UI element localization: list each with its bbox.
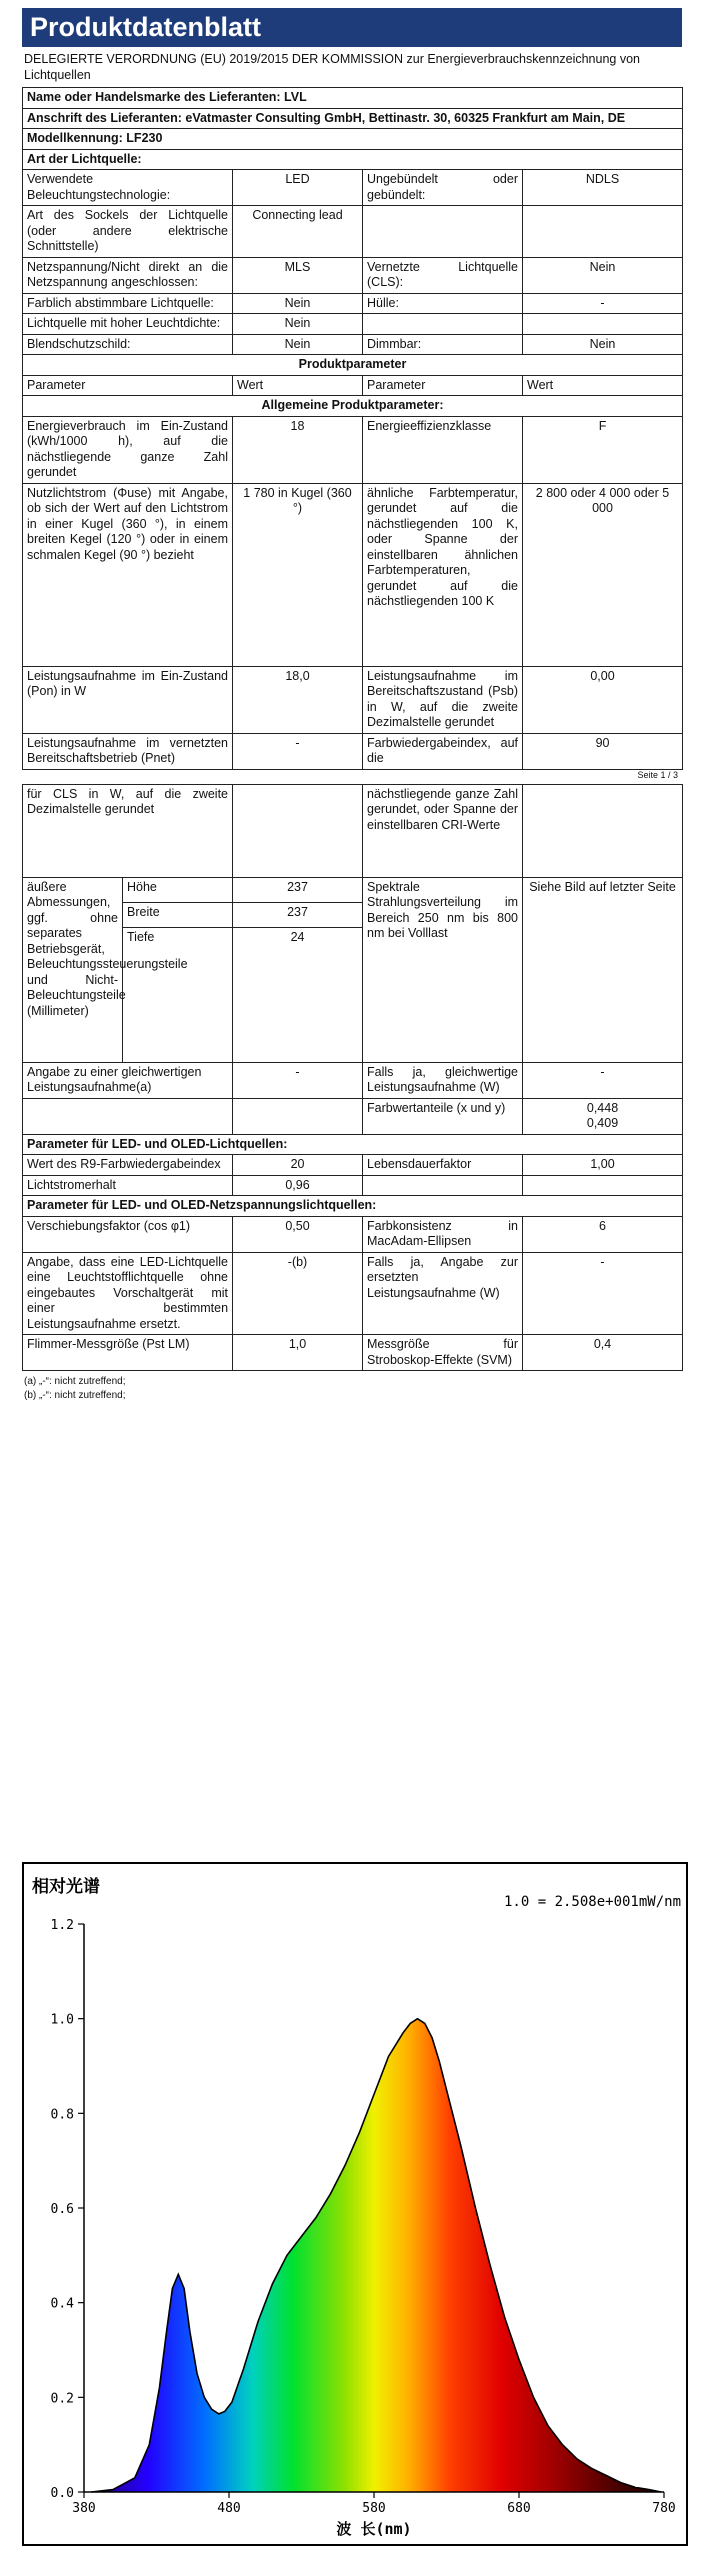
param-value: 1 780 in Kugel (360 °) xyxy=(233,483,363,666)
param-value xyxy=(233,784,363,877)
table-row xyxy=(23,877,683,902)
dimension-value: 237 xyxy=(233,902,363,927)
param-value: 0,50 xyxy=(233,1216,363,1252)
param-value: LED xyxy=(233,170,363,206)
page-title: Produktdatenblatt xyxy=(22,8,682,47)
param-value: Nein xyxy=(233,293,363,314)
param-label: Energieeffizienzklasse xyxy=(363,416,523,483)
param-label xyxy=(23,1098,233,1134)
supplier-name: Name oder Handelsmarke des Lieferanten: LVL xyxy=(23,88,683,109)
param-value: F xyxy=(523,416,683,483)
x-tick-label: 480 xyxy=(217,2501,241,2516)
param-label: Leistungsaufnahme im Ein-Zustand (Pon) in W xyxy=(23,666,233,733)
section-light-source: Art der Lichtquelle: xyxy=(23,149,683,170)
param-value: - xyxy=(523,293,683,314)
datasheet xyxy=(22,8,682,1403)
param-value: Nein xyxy=(523,257,683,293)
page-break xyxy=(22,770,682,784)
param-label: Hülle: xyxy=(363,293,523,314)
table-row xyxy=(23,170,683,206)
param-value: 6 xyxy=(523,1216,683,1252)
param-value: 0,448 0,409 xyxy=(523,1098,683,1134)
param-value: - xyxy=(233,733,363,769)
param-label: Falls ja, gleichwertige Leistungsaufnahme (W) xyxy=(363,1062,523,1098)
param-label: Blendschutzschild: xyxy=(23,334,233,355)
footnotes xyxy=(24,1375,682,1403)
table-row xyxy=(23,257,683,293)
column-header: Parameter xyxy=(23,375,233,396)
dimensions-label: äußere Abmessungen, ggf. ohne separates Betriebsgerät, Beleuchtungssteuerungsteile und Nicht-Beleuchtungsteile (Millimeter) xyxy=(23,877,123,1062)
dimension-value: 237 xyxy=(233,877,363,902)
y-tick-label: 0.4 xyxy=(50,2296,74,2312)
param-value xyxy=(523,206,683,258)
param-label: Wert des R9-Farbwiedergabeindex xyxy=(23,1155,233,1176)
param-value: Nein xyxy=(523,334,683,355)
param-value: 0,00 xyxy=(523,666,683,733)
dimension-name: Höhe xyxy=(123,877,233,902)
datasheet-table-page1 xyxy=(22,87,683,770)
table-row xyxy=(23,416,683,483)
param-label: Angabe zu einer gleichwertigen Leistungsaufnahme(a) xyxy=(23,1062,233,1098)
param-value: - xyxy=(233,1062,363,1098)
param-label xyxy=(363,206,523,258)
dimension-name: Breite xyxy=(123,902,233,927)
param-value: Nein xyxy=(233,334,363,355)
param-label: Ungebündelt oder gebündelt: xyxy=(363,170,523,206)
table-row xyxy=(23,1062,683,1098)
table-row xyxy=(23,314,683,335)
param-value: Nein xyxy=(233,314,363,335)
y-tick-label: 0.8 xyxy=(50,2107,74,2123)
param-value: 1,0 xyxy=(233,1335,363,1371)
table-row xyxy=(23,1335,683,1371)
param-label: Farblich abstimmbare Lichtquelle: xyxy=(23,293,233,314)
y-tick-label: 0.6 xyxy=(50,2202,74,2217)
param-value: 0,96 xyxy=(233,1175,363,1196)
dimension-name: Tiefe xyxy=(123,927,233,1062)
x-axis-label: 波 长(nm) xyxy=(336,2520,412,2538)
param-label: Vernetzte Lichtquelle (CLS): xyxy=(363,257,523,293)
param-label: Verwendete Beleuchtungstechnologie: xyxy=(23,170,233,206)
param-label: Dimmbar: xyxy=(363,334,523,355)
section-product-params: Produktparameter xyxy=(23,355,683,376)
param-label: Flimmer-Messgröße (Pst LM) xyxy=(23,1335,233,1371)
table-row xyxy=(23,293,683,314)
regulation-subtitle: DELEGIERTE VERORDNUNG (EU) 2019/2015 DER KOMMISSION zur Energieverbrauchskennzeichnung von Lichtquellen xyxy=(24,52,640,82)
x-tick-label: 380 xyxy=(72,2501,96,2516)
table-row xyxy=(23,334,683,355)
y-tick-label: 1.2 xyxy=(50,1918,74,1933)
param-label: Energieverbrauch im Ein-Zustand (kWh/1000 h), auf die nächstliegende ganze Zahl gerundet xyxy=(23,416,233,483)
param-value: 20 xyxy=(233,1155,363,1176)
spectral-label: Spektrale Strahlungsverteilung im Bereich 250 nm bis 800 nm bei Volllast xyxy=(363,877,523,1062)
param-label: Lebensdauerfaktor xyxy=(363,1155,523,1176)
param-value: 2 800 oder 4 000 oder 5 000 xyxy=(523,483,683,666)
param-value: 90 xyxy=(523,733,683,769)
y-tick-label: 0.0 xyxy=(50,2486,74,2501)
dimension-value: 24 xyxy=(233,927,363,1062)
table-row xyxy=(23,483,683,666)
section-led: Parameter für LED- und OLED-Lichtquellen: xyxy=(23,1134,683,1155)
param-label: Art des Sockels der Lichtquelle (oder andere elektrische Schnittstelle) xyxy=(23,206,233,258)
param-value: 0,4 xyxy=(523,1335,683,1371)
param-label: Falls ja, Angabe zur ersetzten Leistungsaufnahme (W) xyxy=(363,1252,523,1335)
table-row xyxy=(23,1175,683,1196)
param-value: Connecting lead xyxy=(233,206,363,258)
param-label: Leistungsaufnahme im vernetzten Bereitschaftsbetrieb (Pnet) xyxy=(23,733,233,769)
param-label: ähnliche Farbtemperatur, gerundet auf die nächstliegenden 100 K, oder Spanne der einstellbaren ähnlichen Farbtemperaturen, gerundet auf die nächstliegenden 100 K xyxy=(363,483,523,666)
param-label: Lichtquelle mit hoher Leuchtdichte: xyxy=(23,314,233,335)
param-label: Farbkonsistenz in MacAdam-Ellipsen xyxy=(363,1216,523,1252)
footnote: (a) „-“: nicht zutreffend; xyxy=(24,1376,126,1387)
param-value xyxy=(523,314,683,335)
spectrum-svg xyxy=(24,1864,686,2544)
table-row xyxy=(23,1098,683,1134)
param-label: Leistungsaufnahme im Bereitschaftszustand (Psb) in W, auf die zweite Dezimalstelle gerundet xyxy=(363,666,523,733)
param-label: Lichtstromerhalt xyxy=(23,1175,233,1196)
param-value: MLS xyxy=(233,257,363,293)
param-label: Farbwertanteile (x und y) xyxy=(363,1098,523,1134)
table-row xyxy=(23,784,683,877)
param-value xyxy=(233,1098,363,1134)
table-row xyxy=(23,1216,683,1252)
param-header-row xyxy=(23,375,683,396)
table-row xyxy=(23,733,683,769)
param-value: 18 xyxy=(233,416,363,483)
section-led-mains: Parameter für LED- und OLED-Netzspannungslichtquellen: xyxy=(23,1196,683,1217)
section-general: Allgemeine Produktparameter: xyxy=(23,396,683,417)
param-label: Messgröße für Stroboskop-Effekte (SVM) xyxy=(363,1335,523,1371)
param-label: Verschiebungsfaktor (cos φ1) xyxy=(23,1216,233,1252)
x-tick-label: 580 xyxy=(362,2501,386,2516)
column-header: Wert xyxy=(233,375,363,396)
column-header: Wert xyxy=(523,375,683,396)
spectral-value: Siehe Bild auf letzter Seite xyxy=(523,877,683,1062)
param-label: nächstliegende ganze Zahl gerundet, oder Spanne der einstellbaren CRI-Werte xyxy=(363,784,523,877)
param-value: - xyxy=(523,1062,683,1098)
param-label: Nutzlichtstrom (Φuse) mit Angabe, ob sich der Wert auf den Lichtstrom in einer Kugel (360 °), in einem breiten Kegel (120 °) oder in einem schmalen Kegel (90 °) bezieht xyxy=(23,483,233,666)
table-row xyxy=(23,1252,683,1335)
supplier-address: Anschrift des Lieferanten: eVatmaster Consulting GmbH, Bettinastr. 30, 60325 Frankfurt am Main, DE xyxy=(23,108,683,129)
model-identifier: Modellkennung: LF230 xyxy=(23,129,683,150)
page-number: Seite 1 / 3 xyxy=(637,769,678,780)
chart-annotation: 1.0 = 2.508e+001mW/nm xyxy=(504,1894,682,1910)
param-label: Farbwiedergabeindex, auf die xyxy=(363,733,523,769)
param-value: 18,0 xyxy=(233,666,363,733)
param-value: 1,00 xyxy=(523,1155,683,1176)
footnote: (b) „-“: nicht zutreffend; xyxy=(24,1390,126,1401)
datasheet-table-page2 xyxy=(22,784,683,1372)
x-tick-label: 680 xyxy=(507,2501,531,2516)
param-label xyxy=(363,314,523,335)
column-header: Parameter xyxy=(363,375,523,396)
param-value xyxy=(523,784,683,877)
param-label: Angabe, dass eine LED-Lichtquelle eine Leuchtstofflichtquelle ohne eingebautes Vorschaltgerät mit einer bestimmten Leistungsaufnahme ersetzt. xyxy=(23,1252,233,1335)
table-row xyxy=(23,666,683,733)
table-row xyxy=(23,206,683,258)
param-label: für CLS in W, auf die zweite Dezimalstelle gerundet xyxy=(23,784,233,877)
param-label: Netzspannung/Nicht direkt an die Netzspannung angeschlossen: xyxy=(23,257,233,293)
x-tick-label: 780 xyxy=(652,2501,676,2516)
param-value: -(b) xyxy=(233,1252,363,1335)
y-tick-label: 1.0 xyxy=(50,2012,74,2028)
spectrum-chart xyxy=(22,1862,688,2546)
param-value: NDLS xyxy=(523,170,683,206)
param-value xyxy=(523,1175,683,1196)
chart-title: 相对光谱 xyxy=(32,1877,100,1897)
param-label xyxy=(363,1175,523,1196)
table-row xyxy=(23,1155,683,1176)
param-value: - xyxy=(523,1252,683,1335)
y-tick-label: 0.2 xyxy=(50,2391,74,2407)
